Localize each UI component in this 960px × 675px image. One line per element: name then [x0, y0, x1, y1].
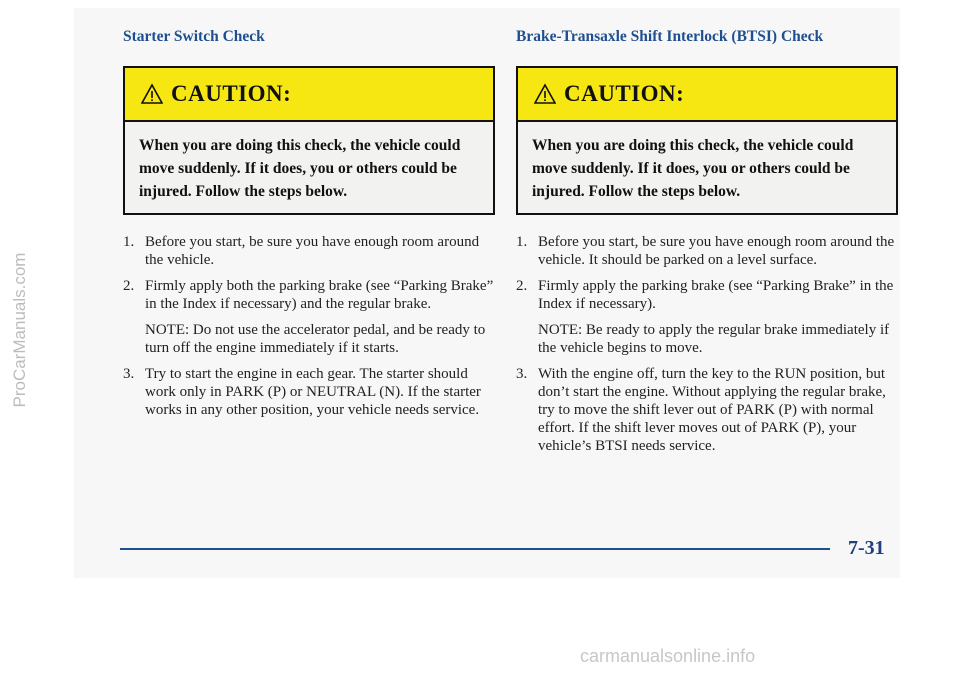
list-item: [123, 365, 495, 419]
step-number: 2.: [516, 278, 528, 294]
caution-header: [518, 68, 896, 122]
step-text: Try to start the engine in each gear. The starter should work only in PARK (P) or NEUTRAL (N). If the starter works in any other position, your vehicle needs service.: [145, 366, 481, 418]
caution-header: [125, 68, 493, 122]
caution-box-left: [123, 66, 495, 215]
bottom-watermark: carmanualsonline.info: [580, 646, 756, 666]
right-column: [516, 28, 898, 463]
step-number: 3.: [123, 366, 135, 382]
caution-label: CAUTION:: [171, 81, 292, 106]
note-text: NOTE: Be ready to apply the regular brake immediately if the vehicle begins to move.: [538, 322, 890, 356]
step-text: Firmly apply both the parking brake (see “Parking Brake” in the Index if necessary) and the regular brake.: [145, 278, 494, 312]
warning-triangle-icon: [534, 83, 556, 105]
caution-text: When you are doing this check, the vehicle could move suddenly. If it does, you or others could be injured. Follow the steps below.: [532, 137, 854, 200]
left-column: [123, 28, 495, 427]
list-item: [516, 277, 898, 313]
warning-triangle-icon: [141, 83, 163, 105]
section-heading-starter-switch: Starter Switch Check: [123, 28, 265, 45]
list-item: [516, 233, 898, 269]
step-number: 1.: [516, 234, 528, 250]
step-text: With the engine off, turn the key to the RUN position, but don’t start the engine. Without applying the regular brake, try to move the shift lever out of PARK (P) with normal effort. If the shift lever moves out of PARK (P), your vehicle’s BTSI needs service.: [538, 366, 886, 454]
step-number: 1.: [123, 234, 135, 250]
side-watermark-text: ProCarManuals.com: [10, 252, 29, 408]
list-item: [123, 233, 495, 269]
footer-rule: [120, 548, 830, 550]
note-text: NOTE: Do not use the accelerator pedal, and be ready to turn off the engine immediately if it starts.: [145, 322, 486, 356]
step-text: Before you start, be sure you have enough room around the vehicle.: [145, 234, 480, 268]
caution-text: When you are doing this check, the vehicle could move suddenly. If it does, you or others could be injured. Follow the steps below.: [139, 137, 461, 200]
step-text: Firmly apply the parking brake (see “Parking Brake” in the Index if necessary).: [538, 278, 894, 312]
caution-box-right: [516, 66, 898, 215]
list-item: [516, 365, 898, 455]
section-heading-btsi: Brake-Transaxle Shift Interlock (BTSI) Check: [516, 28, 824, 45]
side-watermark: [5, 0, 35, 675]
step-number: 3.: [516, 366, 528, 382]
step-text: Before you start, be sure you have enough room around the vehicle. It should be parked on a level surface.: [538, 234, 895, 268]
caution-label: CAUTION:: [564, 81, 685, 106]
step-list: [516, 233, 898, 455]
page-number: 7-31: [848, 537, 885, 559]
step-list: [123, 233, 495, 419]
step-number: 2.: [123, 278, 135, 294]
list-item: [123, 277, 495, 313]
